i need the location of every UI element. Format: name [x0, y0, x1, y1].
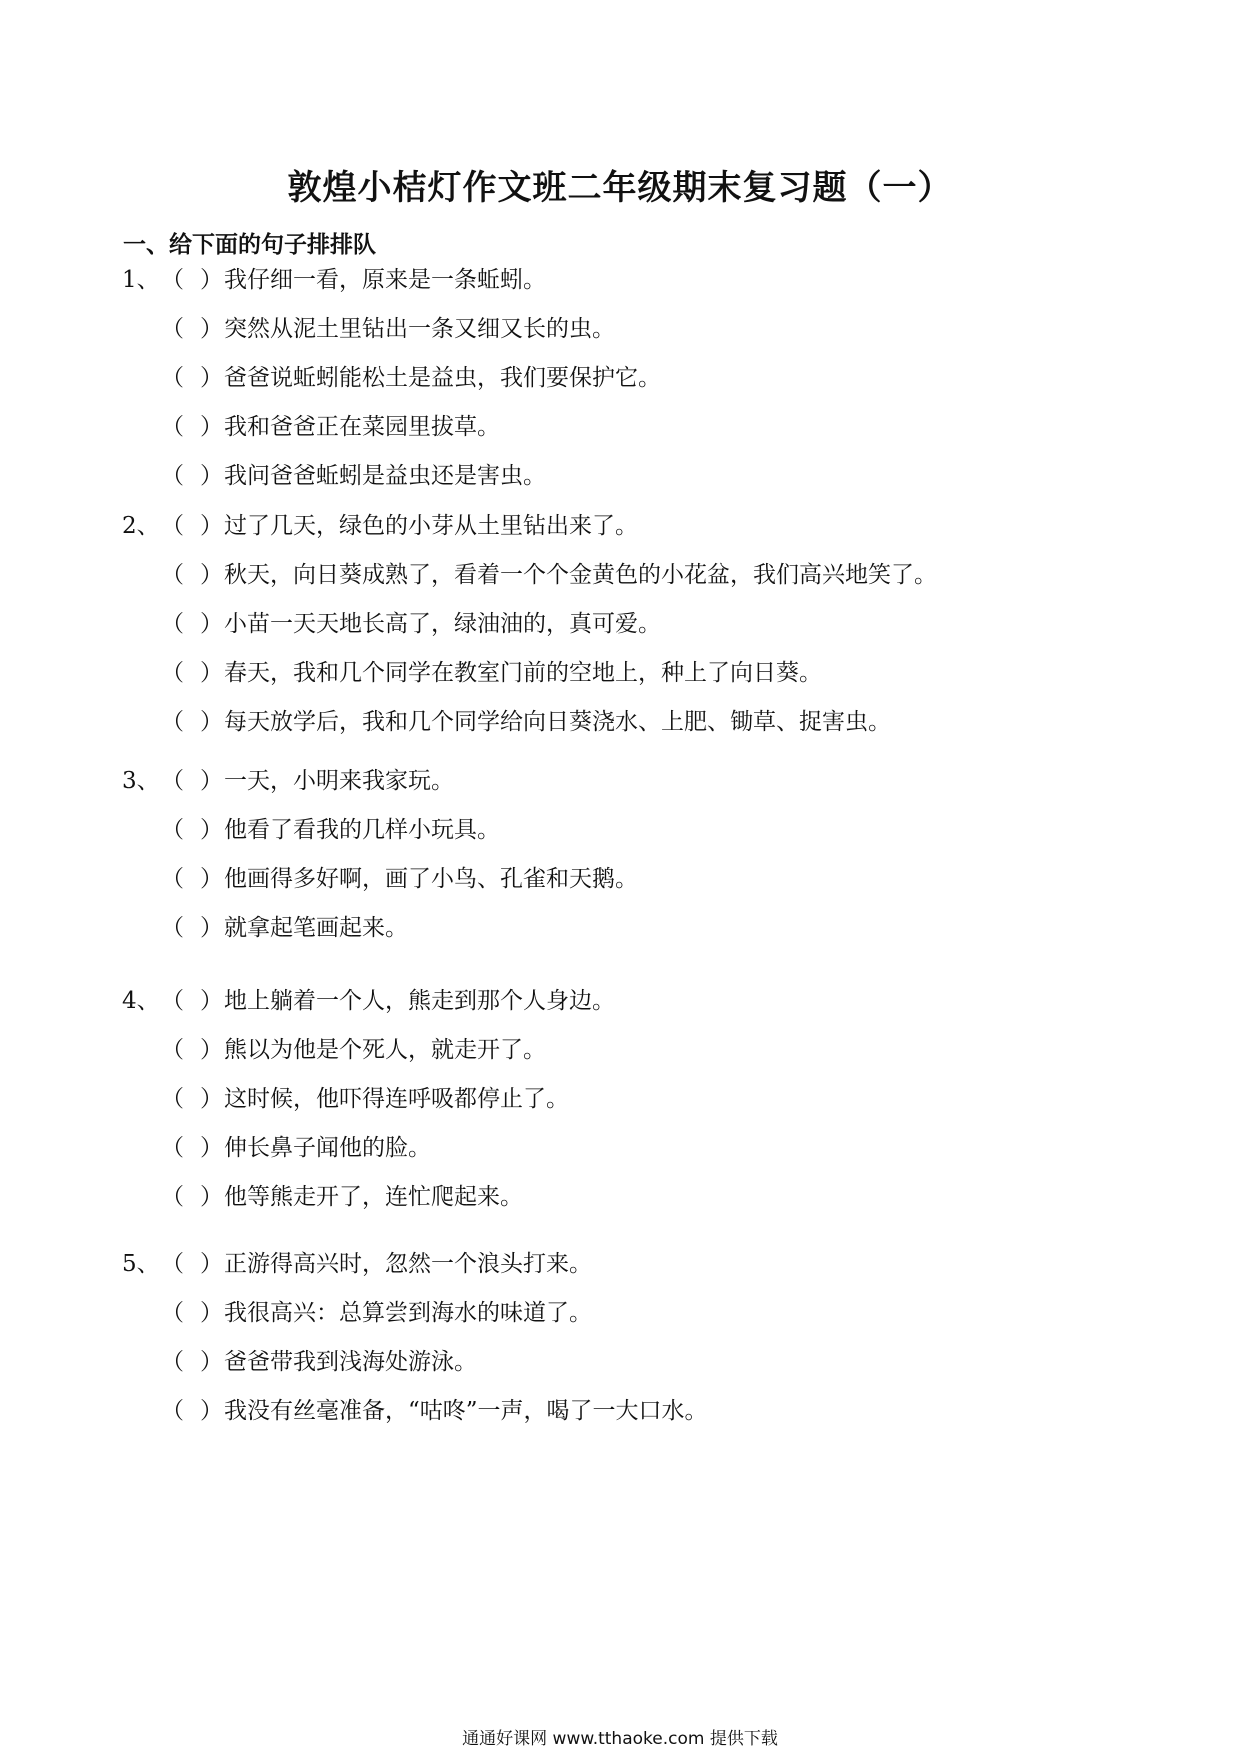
- sentence-text: 我仔细一看，原来是一条蚯蚓。: [224, 267, 546, 293]
- sentence-text: 春天，我和几个同学在教室门前的空地上，种上了向日葵。: [224, 660, 822, 686]
- order-blank[interactable]: [161, 403, 223, 452]
- question-group: [0, 256, 1240, 501]
- paren-open: （: [161, 660, 184, 686]
- order-blank[interactable]: [161, 256, 223, 305]
- order-blank[interactable]: [161, 452, 223, 501]
- paren-open: （: [161, 513, 184, 539]
- answer-line: [0, 354, 1240, 403]
- paren-open: （: [161, 365, 184, 391]
- question-group: [0, 977, 1240, 1222]
- sentence-text: 我和爸爸正在菜园里拔草。: [224, 414, 500, 440]
- paren-open: （: [161, 817, 184, 843]
- answer-line: [0, 256, 1240, 305]
- paren-close: ）: [200, 866, 223, 892]
- sentence-text: 过了几天，绿色的小芽从土里钻出来了。: [224, 513, 638, 539]
- answer-line: [0, 698, 1240, 747]
- answer-line: [0, 757, 1240, 806]
- paren-close: ）: [200, 1135, 223, 1161]
- paren-close: ）: [200, 562, 223, 588]
- paren-open: （: [161, 866, 184, 892]
- sentence-text: 地上躺着一个人，熊走到那个人身边。: [224, 988, 615, 1014]
- answer-line: [0, 1289, 1240, 1338]
- paren-open: （: [161, 1184, 184, 1210]
- order-blank[interactable]: [161, 1240, 223, 1289]
- answer-line: [0, 1026, 1240, 1075]
- question-group: [0, 502, 1240, 747]
- paren-open: （: [161, 709, 184, 735]
- answer-line: [0, 1124, 1240, 1173]
- paren-close: ）: [200, 513, 223, 539]
- order-blank[interactable]: [161, 1124, 223, 1173]
- sentence-text: 爸爸带我到浅海处游泳。: [224, 1349, 477, 1375]
- order-blank[interactable]: [161, 977, 223, 1026]
- paren-close: ）: [200, 267, 223, 293]
- paren-open: （: [161, 915, 184, 941]
- paren-open: （: [161, 611, 184, 637]
- paren-open: （: [161, 1251, 184, 1277]
- answer-line: [0, 977, 1240, 1026]
- order-blank[interactable]: [161, 855, 223, 904]
- order-blank[interactable]: [161, 649, 223, 698]
- sentence-text: 我问爸爸蚯蚓是益虫还是害虫。: [224, 463, 546, 489]
- question-group: [0, 757, 1240, 953]
- page-footer: 通通好课网 www.tthaoke.com 提供下载: [462, 1729, 778, 1749]
- question-number: 2、: [122, 513, 160, 539]
- answer-line: [0, 502, 1240, 551]
- paren-close: ）: [200, 1086, 223, 1112]
- order-blank[interactable]: [161, 1387, 223, 1436]
- paren-close: ）: [200, 1251, 223, 1277]
- sentence-text: 熊以为他是个死人，就走开了。: [224, 1037, 546, 1063]
- sentence-text: 我很高兴：总算尝到海水的味道了。: [224, 1300, 592, 1326]
- page-title: 敦煌小桔灯作文班二年级期末复习题（一）: [287, 168, 953, 208]
- answer-line: [0, 403, 1240, 452]
- paren-close: ）: [200, 1349, 223, 1375]
- paren-open: （: [161, 463, 184, 489]
- order-blank[interactable]: [161, 904, 223, 953]
- order-blank[interactable]: [161, 305, 223, 354]
- answer-line: [0, 1240, 1240, 1289]
- paren-open: （: [161, 1398, 184, 1424]
- paren-close: ）: [200, 1037, 223, 1063]
- order-blank[interactable]: [161, 1338, 223, 1387]
- answer-line: [0, 855, 1240, 904]
- paren-open: （: [161, 267, 184, 293]
- order-blank[interactable]: [161, 1289, 223, 1338]
- answer-line: [0, 452, 1240, 501]
- answer-line: [0, 649, 1240, 698]
- section-heading: 一、给下面的句子排排队: [123, 232, 376, 258]
- sentence-text: 这时候，他吓得连呼吸都停止了。: [224, 1086, 569, 1112]
- paren-close: ）: [200, 414, 223, 440]
- paren-close: ）: [200, 988, 223, 1014]
- answer-line: [0, 305, 1240, 354]
- paren-open: （: [161, 768, 184, 794]
- answer-line: [0, 1338, 1240, 1387]
- order-blank[interactable]: [161, 551, 223, 600]
- answer-line: [0, 1075, 1240, 1124]
- sentence-text: 爸爸说蚯蚓能松土是益虫，我们要保护它。: [224, 365, 661, 391]
- order-blank[interactable]: [161, 354, 223, 403]
- paren-close: ）: [200, 1300, 223, 1326]
- order-blank[interactable]: [161, 806, 223, 855]
- sentence-text: 小苗一天天地长高了，绿油油的，真可爱。: [224, 611, 661, 637]
- question-group: [0, 1240, 1240, 1436]
- question-number: 4、: [122, 988, 160, 1014]
- paren-open: （: [161, 316, 184, 342]
- order-blank[interactable]: [161, 600, 223, 649]
- order-blank[interactable]: [161, 502, 223, 551]
- answer-line: [0, 1173, 1240, 1222]
- order-blank[interactable]: [161, 1026, 223, 1075]
- sentence-text: 他看了看我的几样小玩具。: [224, 817, 500, 843]
- order-blank[interactable]: [161, 1075, 223, 1124]
- paren-open: （: [161, 1300, 184, 1326]
- order-blank[interactable]: [161, 698, 223, 747]
- answer-line: [0, 1387, 1240, 1436]
- sentence-text: 突然从泥土里钻出一条又细又长的虫。: [224, 316, 615, 342]
- order-blank[interactable]: [161, 1173, 223, 1222]
- paren-close: ）: [200, 709, 223, 735]
- paren-close: ）: [200, 365, 223, 391]
- sentence-text: 每天放学后，我和几个同学给向日葵浇水、上肥、锄草、捉害虫。: [224, 709, 891, 735]
- sentence-text: 伸长鼻子闻他的脸。: [224, 1135, 431, 1161]
- paren-open: （: [161, 414, 184, 440]
- paren-open: （: [161, 1135, 184, 1161]
- sentence-text: 就拿起笔画起来。: [224, 915, 408, 941]
- answer-line: [0, 806, 1240, 855]
- sentence-text: 正游得高兴时，忽然一个浪头打来。: [224, 1251, 592, 1277]
- paren-close: ）: [200, 768, 223, 794]
- paren-open: （: [161, 562, 184, 588]
- paren-close: ）: [200, 316, 223, 342]
- paren-open: （: [161, 1037, 184, 1063]
- sentence-text: 秋天，向日葵成熟了，看着一个个金黄色的小花盆，我们高兴地笑了。: [224, 562, 937, 588]
- question-number: 5、: [122, 1251, 160, 1277]
- question-number: 1、: [122, 267, 160, 293]
- paren-close: ）: [200, 611, 223, 637]
- sentence-text: 一天，小明来我家玩。: [224, 768, 454, 794]
- question-number: 3、: [122, 768, 160, 794]
- answer-line: [0, 551, 1240, 600]
- paren-close: ）: [200, 817, 223, 843]
- paren-close: ）: [200, 1398, 223, 1424]
- paren-open: （: [161, 988, 184, 1014]
- paren-close: ）: [200, 463, 223, 489]
- sentence-text: 我没有丝毫准备，“咕咚”一声，喝了一大口水。: [224, 1398, 708, 1424]
- paren-close: ）: [200, 1184, 223, 1210]
- answer-line: [0, 600, 1240, 649]
- paren-close: ）: [200, 915, 223, 941]
- sentence-text: 他画得多好啊，画了小鸟、孔雀和天鹅。: [224, 866, 638, 892]
- order-blank[interactable]: [161, 757, 223, 806]
- paren-open: （: [161, 1349, 184, 1375]
- sentence-text: 他等熊走开了，连忙爬起来。: [224, 1184, 523, 1210]
- paren-open: （: [161, 1086, 184, 1112]
- paren-close: ）: [200, 660, 223, 686]
- answer-line: [0, 904, 1240, 953]
